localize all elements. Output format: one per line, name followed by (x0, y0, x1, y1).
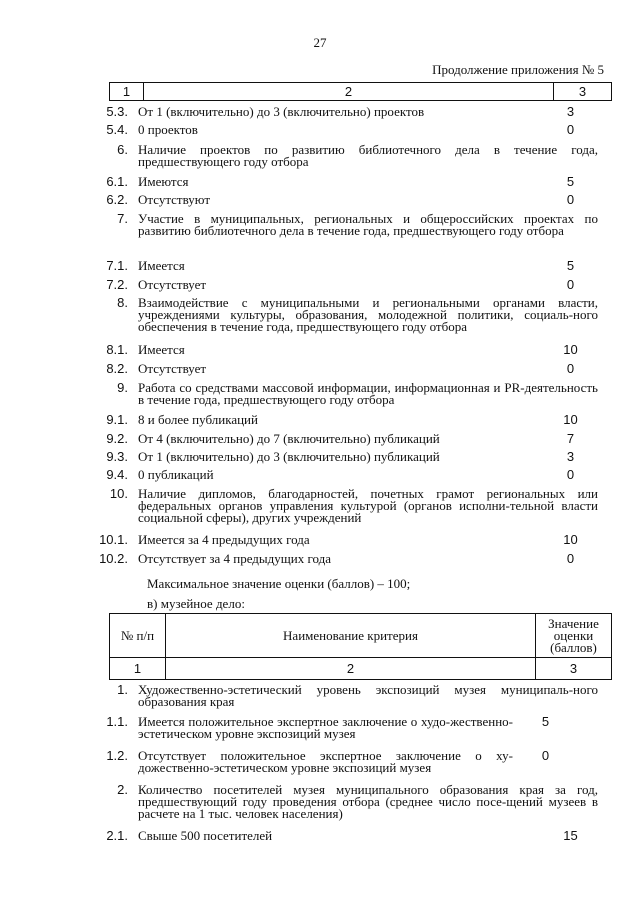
max-score-text: Максимальное значение оценки (баллов) – 100; (147, 576, 411, 591)
row-text: Работа со средствами массовой информации, информационная и PR-деятельность в течение года, предшествующего году отбора (138, 380, 598, 407)
row-number: 10.2. (99, 551, 128, 566)
table-row (0, 469, 640, 481)
table-row (0, 750, 640, 774)
row-number: 10. (109, 486, 128, 501)
table-row (0, 684, 640, 708)
table-row (0, 433, 640, 445)
row-text: Художественно-эстетический уровень экспозиций музея муниципаль-ного образования края (138, 682, 598, 709)
row-text: Имеется за 4 предыдущих года (138, 532, 310, 547)
row-number: 8. (117, 295, 128, 310)
table-row (0, 363, 640, 375)
row-text: Имеется (138, 342, 185, 357)
table-row (0, 382, 640, 406)
table1-header-col2: 2 (144, 83, 554, 100)
row-number: 1.1. (106, 714, 128, 729)
row-text: Количество посетителей музея муниципального образования края за год, предшествующий году проведения отбора (среднее число посе-щений музеев в расчете на 1 тыс. человек населения) (138, 782, 598, 821)
table-row (0, 144, 640, 168)
row-text: Отсутствует за 4 предыдущих года (138, 551, 332, 566)
table2-number-col2: 2 (166, 658, 536, 679)
row-value: 10 (563, 412, 578, 427)
row-text: 0 проектов (138, 122, 198, 137)
row-number: 6. (117, 142, 128, 157)
table-row (0, 414, 640, 426)
row-text: От 1 (включительно) до 3 (включительно) публикаций (138, 449, 440, 464)
row-number: 7.2. (106, 277, 128, 292)
row-value: 0 (566, 122, 575, 137)
row-number: 2. (117, 782, 128, 797)
row-text: Отсутствует (138, 277, 207, 292)
row-number: 2.1. (106, 828, 128, 843)
row-text: Наличие проектов по развитию библиотечного дела в течение года, предшествующего году отбора (138, 142, 598, 169)
table-row (0, 213, 640, 237)
row-text: Участие в муниципальных, региональных и общероссийских проектах по развитию библиотечного дела в течение года, предшествующего году отбора (138, 211, 598, 238)
row-number: 9.3. (106, 449, 128, 464)
row-text: Наличие дипломов, благодарностей, почетных грамот региональных или федеральных органов управления культурой (органов исполни-тельной власти социальной сферы), других учреждений (138, 486, 598, 525)
row-number: 9. (117, 380, 128, 395)
row-number: 1. (117, 682, 128, 697)
table-row (0, 297, 640, 333)
row-number: 8.1. (106, 342, 128, 357)
table2-header (109, 613, 612, 658)
row-text: Отсутствует положительное экспертное заключение о ху-дожественно-эстетическом уровне экспозиций музея (138, 748, 513, 775)
row-number: 7.1. (106, 258, 128, 273)
row-value: 5 (541, 714, 550, 729)
table-row (0, 553, 640, 565)
row-text: 0 публикаций (138, 467, 214, 482)
table-row (0, 451, 640, 463)
row-number: 9.2. (106, 431, 128, 446)
row-text: Отсутствуют (138, 192, 211, 207)
row-number: 5.4. (106, 122, 128, 137)
row-value: 0 (566, 551, 575, 566)
table-row (0, 488, 640, 524)
row-number: 9.4. (106, 467, 128, 482)
row-number: 5.3. (106, 104, 128, 119)
row-value: 7 (566, 431, 575, 446)
row-value: 5 (566, 174, 575, 189)
table2-numbering (109, 658, 612, 680)
continuation-note: Продолжение приложения № 5 (432, 62, 604, 77)
row-text: Имеется (138, 258, 185, 273)
table-row (0, 344, 640, 356)
row-number: 9.1. (106, 412, 128, 427)
row-number: 7. (117, 211, 128, 226)
row-text: Отсутствует (138, 361, 207, 376)
row-text: От 1 (включительно) до 3 (включительно) проектов (138, 104, 425, 119)
row-value: 10 (563, 532, 578, 547)
table2-header-score: Значение оценки (баллов) (548, 615, 599, 655)
table2-number-col3: 3 (569, 661, 578, 676)
row-text: От 4 (включительно) до 7 (включительно) публикаций (138, 431, 440, 446)
table2-header-criterion: Наименование критерия (166, 614, 536, 657)
row-value: 0 (566, 361, 575, 376)
row-value: 3 (566, 449, 575, 464)
row-number: 10.1. (99, 532, 128, 547)
table-row (0, 830, 640, 842)
row-number: 8.2. (106, 361, 128, 376)
table1-header-col3: 3 (578, 84, 587, 99)
table1-header-col1: 1 (110, 83, 144, 100)
row-number: 6.2. (106, 192, 128, 207)
row-text: 8 и более публикаций (138, 412, 258, 427)
row-number: 1.2. (106, 748, 128, 763)
table1-header (109, 82, 612, 101)
table-row (0, 260, 640, 272)
row-value: 10 (563, 342, 578, 357)
table-row (0, 124, 640, 136)
row-text: Имеются (138, 174, 189, 189)
row-value: 0 (566, 277, 575, 292)
row-value: 15 (563, 828, 578, 843)
table-row (0, 176, 640, 188)
table-row (0, 279, 640, 291)
table-row (0, 716, 640, 740)
row-value: 5 (566, 258, 575, 273)
table2-number-col1: 1 (110, 658, 166, 679)
row-value: 0 (566, 192, 575, 207)
row-number: 6.1. (106, 174, 128, 189)
row-text: Свыше 500 посетителей (138, 828, 273, 843)
table-row (0, 106, 640, 118)
row-value: 0 (566, 467, 575, 482)
table-row (0, 194, 640, 206)
table-row (0, 784, 640, 820)
row-value: 0 (541, 748, 550, 763)
row-text: Взаимодействие с муниципальными и региональными органами власти, учреждениями культуры, образования, молодежной политики, социаль-ного обеспечения в течение года, предшествующего году отбора (138, 295, 598, 334)
row-value: 3 (566, 104, 575, 119)
table-row (0, 534, 640, 546)
row-text: Имеется положительное экспертное заключение о худо-жественно-эстетическом уровне экспозиций музея (138, 714, 513, 741)
page-number: 27 (313, 35, 327, 50)
section-title: в) музейное дело: (147, 596, 245, 611)
table2-header-number: № п/п (110, 614, 166, 657)
